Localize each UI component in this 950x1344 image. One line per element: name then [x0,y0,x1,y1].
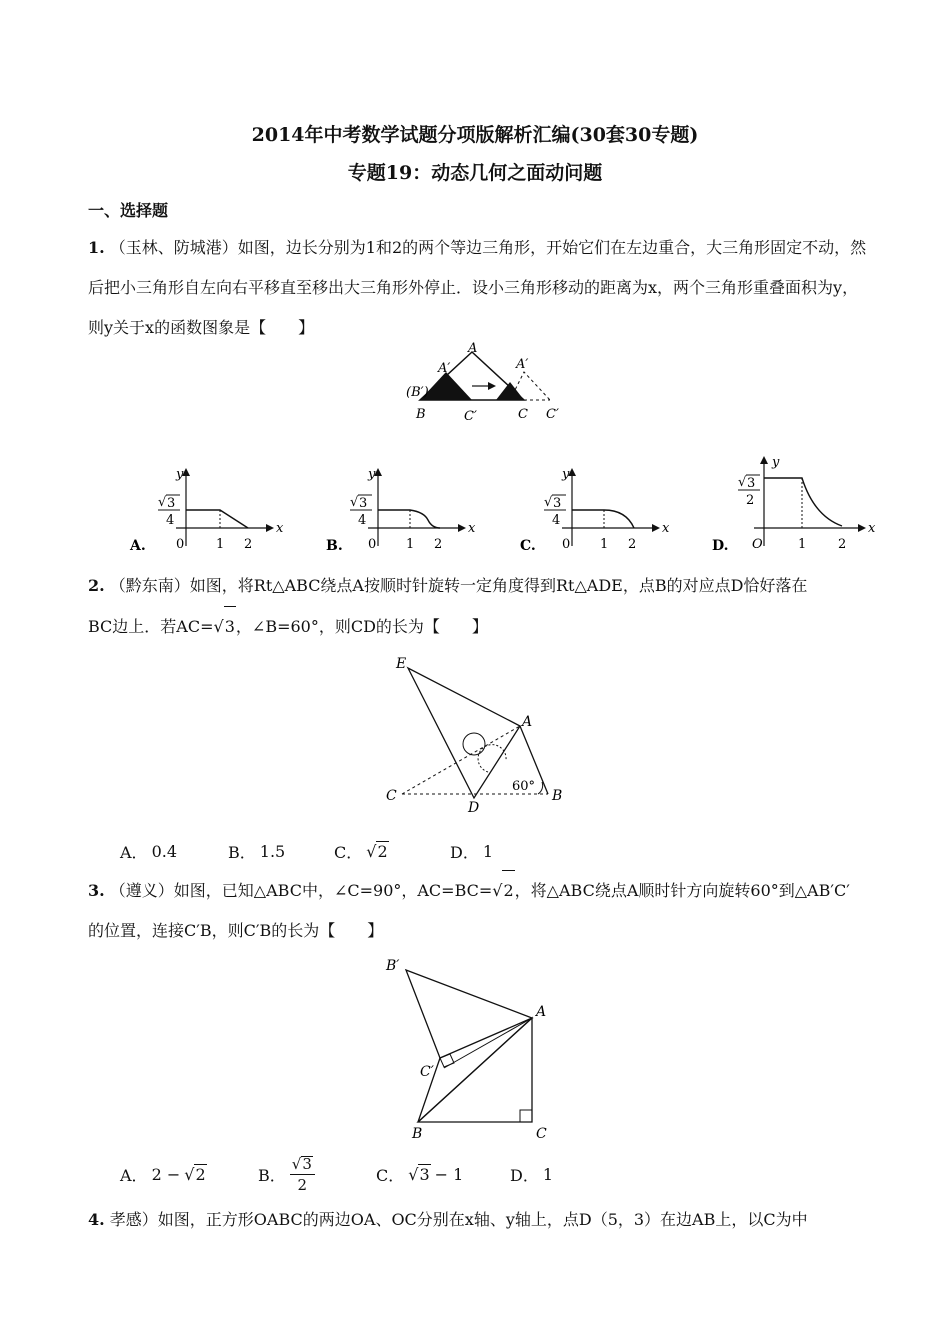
option-letter: A. [130,538,146,554]
tick-2: 2 [434,537,443,552]
x-label: x [662,521,670,536]
origin-label: 0 [368,537,377,552]
question-1 [88,228,868,348]
q1-triangles-figure [400,338,580,456]
question-text-line2: 的位置，连接C′B，则C′B的长为【 】 [88,921,384,940]
label-C1: C′ [464,409,477,424]
y-label: y [562,467,570,482]
option-b[interactable]: B． 1.5 [228,841,286,862]
question-text: （玉林、防城港）如图，边长分别为1和2的两个等边三角形，开始它们在左边重合，大三角形固定不动，然后把小三角形自左向右平移直至移出大三角形外停止．设小三角形移动的距离为x，两个三角形重叠面积为y，则y关于x的函数图象是【 】 [88,238,867,337]
graph-line [378,510,440,528]
question-text: 孝感）如图，正方形OABC的两边OA、OC分别在x轴、y轴上，点D（5，3）在边AB上，以C为中 [109,1210,808,1229]
graph-option-b[interactable] [324,462,484,556]
label-E: E [396,656,407,672]
question-number: 2. [88,576,105,595]
graph-option-a[interactable] [128,462,288,556]
question-3 [88,870,868,951]
triangle-ADE [408,668,520,798]
right-angle-C1 [440,1054,454,1067]
x-label: x [868,521,876,536]
graph-line [764,478,842,526]
option-letter: C. [520,538,536,554]
origin-label: 0 [562,537,571,552]
label-A: A [468,341,478,356]
frac-num: 3 [167,496,176,511]
label-A: A [536,1004,547,1020]
angle-mark-circle [463,733,485,755]
question-4 [88,1200,868,1240]
label-A: A [522,714,533,730]
angle-60-arc [538,782,543,794]
q3-rotation-figure [378,950,568,1146]
option-letter: B. [326,538,343,554]
frac-num: 3 [359,496,368,511]
graph-option-c[interactable] [518,462,678,556]
label-A1: A′ [438,361,451,376]
frac-den: 4 [358,513,367,528]
x-label: x [468,521,476,536]
tick-2: 2 [628,537,637,552]
graph-option-d[interactable] [710,454,880,556]
segment-AB [418,1018,532,1122]
question-text-line2b: ，∠B=60°，则CD的长为【 】 [235,617,488,636]
graph-line [186,510,248,528]
question-number: 1. [88,238,105,257]
label-C: C [518,407,528,422]
frac-den: 4 [552,513,561,528]
q2-rotation-figure [378,654,578,816]
right-angle-C [520,1110,532,1122]
small-triangle-moving [496,382,524,400]
label-B: B [552,788,563,804]
angle-mark-arc [478,745,506,772]
tick-2: 2 [838,537,847,552]
q1-graph-options [128,455,888,558]
question-2 [88,566,868,647]
frac-num: 3 [747,476,756,491]
segment-AC1-extra [444,1018,532,1068]
x-label: x [276,521,284,536]
sqrt-expression: √ 2 [492,870,514,911]
option-d[interactable]: D． 1 [450,841,494,862]
label-C2: C′ [546,407,559,422]
question-number: 3. [88,881,105,900]
graph-line [572,510,634,528]
tick-1: 1 [216,537,225,552]
document-title: 2014年中考数学试题分项版解析汇编(30套30专题) [251,124,699,146]
topic-title: 专题19：动态几何之面动问题 [347,162,603,184]
y-label: y [772,455,780,470]
label-B: B [416,407,426,422]
q2-options [120,840,493,862]
tick-2: 2 [244,537,253,552]
question-text-line1a: （遵义）如图，已知△ABC中，∠C=90°，AC=BC= [109,881,493,900]
option-d[interactable]: D． 1 [510,1164,554,1185]
option-b[interactable]: B． √ 3 2 [258,1156,376,1193]
option-a[interactable]: A． 2 − √ 2 [120,1164,206,1185]
question-number: 4. [88,1210,105,1229]
tick-1: 1 [600,537,609,552]
question-text-line1: （黔东南）如图，将Rt△ABC绕点A按顺时针旋转一定角度得到Rt△ADE，点B的对应点D恰好落在 [109,576,808,595]
svg-text:√: √ [158,495,167,510]
frac-num: 3 [553,496,562,511]
svg-text:√: √ [350,495,359,510]
origin-label: 0 [176,537,185,552]
segment-CA [402,726,520,794]
y-label: y [176,467,184,482]
triangle-AB1C1 [406,970,532,1058]
label-B1: (B′) [406,385,429,400]
frac-den: 4 [166,513,175,528]
origin-label: O [752,537,763,552]
question-text-line1b: ，将△ABC绕点A顺时针方向旋转60°到△AB′C′ [514,881,850,900]
question-text-line2a: BC边上．若AC= [88,617,214,636]
option-a[interactable]: A． 0.4 [120,841,178,862]
q3-options [120,1150,553,1198]
label-C1: C′ [420,1064,434,1080]
sqrt-expression: √ 3 [214,606,236,647]
frac-den: 2 [746,493,755,508]
label-C: C [536,1126,547,1142]
tick-1: 1 [406,537,415,552]
svg-text:√: √ [544,495,553,510]
label-angle-60: 60° [512,779,536,794]
section-heading: 一、选择题 [88,201,169,220]
option-c[interactable]: C． √ 2 [334,842,388,862]
option-letter: D. [712,538,729,554]
y-label: y [368,467,376,482]
label-B: B [412,1126,423,1142]
svg-text:√: √ [738,475,747,490]
label-A2: A′ [516,357,529,372]
option-c[interactable]: C． √ 3 − 1 [376,1164,464,1185]
tick-1: 1 [798,537,807,552]
label-C: C [386,788,397,804]
label-B1: B′ [386,958,400,974]
label-D: D [468,800,480,816]
